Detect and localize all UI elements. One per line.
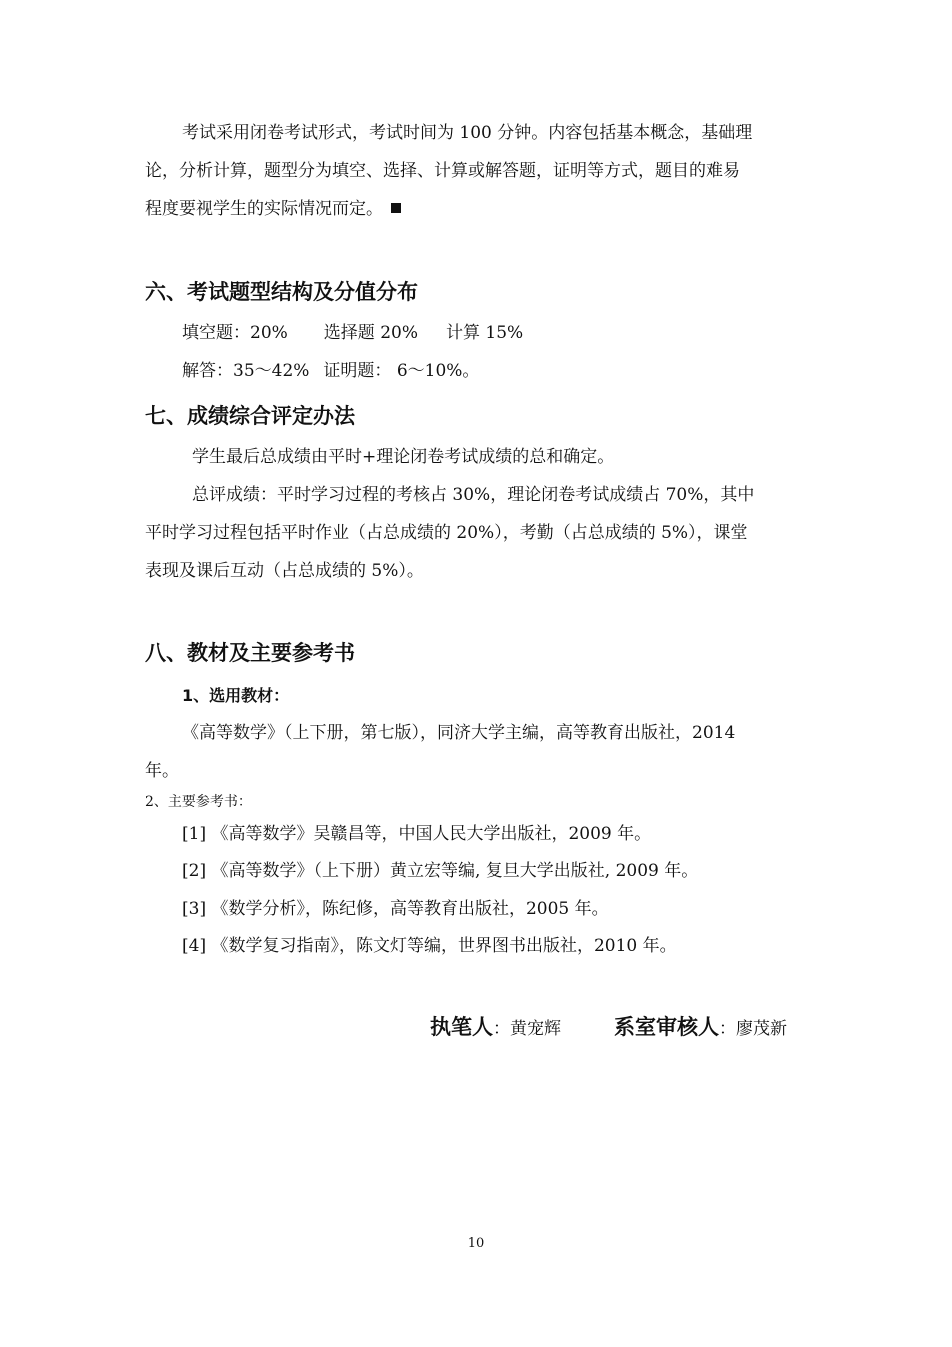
reference-item: [4] 《数学复习指南》，陈文灯等编，世界图书出版社，2010 年。 — [182, 936, 677, 956]
reference-item: [1] 《高等数学》吴赣昌等，中国人民大学出版社，2009 年。 — [182, 824, 652, 844]
choice-weight: 选择题 20% — [323, 323, 418, 343]
calculation-weight: 计算 15% — [446, 323, 524, 343]
grading-line-4: 表现及课后互动（占总成绩的 5%）。 — [145, 561, 424, 581]
section-6-row-2 — [182, 360, 479, 382]
end-mark-square-icon — [391, 203, 401, 213]
references-subheading: 2、主要参考书： — [145, 794, 252, 810]
section-6-row-1 — [182, 322, 523, 344]
grading-line-2: 总评成绩：平时学习过程的考核占 30%，理论闭卷考试成绩占 70%，其中 — [192, 485, 755, 505]
reviewer-signature — [614, 1014, 787, 1042]
textbook-subheading: 1、选用教材： — [182, 686, 290, 705]
section-7-heading: 七、成绩综合评定办法 — [145, 404, 355, 428]
grading-line-1: 学生最后总成绩由平时+理论闭卷考试成绩的总和确定。 — [192, 447, 615, 467]
grading-line-3: 平时学习过程包括平时作业（占总成绩的 20%），考勤（占总成绩的 5%），课堂 — [145, 523, 748, 543]
author-signature — [430, 1014, 561, 1042]
textbook-line-2: 年。 — [145, 761, 179, 781]
proof-weight: 证明题： 6～10%。 — [323, 361, 480, 381]
reviewer-name: ：廖茂新 — [719, 1019, 787, 1039]
author-label: 执笔人 — [430, 1015, 493, 1039]
author-name: ：黄宠辉 — [493, 1019, 561, 1039]
section-6-heading: 六、考试题型结构及分值分布 — [145, 280, 418, 304]
exam-paragraph-line-3-text: 程度要视学生的实际情况而定。 — [145, 199, 383, 219]
section-8-heading: 八、教材及主要参考书 — [145, 641, 355, 665]
textbook-line-1: 《高等数学》（上下册，第七版），同济大学主编，高等教育出版社，2014 — [182, 723, 736, 743]
exam-paragraph-line-3 — [145, 198, 401, 220]
reference-item: [2] 《高等数学》（上下册）黄立宏等编, 复旦大学出版社, 2009 年。 — [182, 861, 699, 881]
page-number: 10 — [467, 1236, 485, 1251]
reviewer-label: 系室审核人 — [614, 1015, 719, 1039]
exam-paragraph-line-2: 论，分析计算，题型分为填空、选择、计算或解答题，证明等方式，题目的难易 — [145, 161, 740, 181]
answer-weight: 解答：35～42% — [182, 361, 310, 381]
fill-blank-weight: 填空题：20% — [182, 323, 288, 343]
reference-item: [3] 《数学分析》，陈纪修，高等教育出版社，2005 年。 — [182, 899, 609, 919]
exam-paragraph-line-1: 考试采用闭卷考试形式，考试时间为 100 分钟。内容包括基本概念，基础理 — [182, 123, 753, 143]
